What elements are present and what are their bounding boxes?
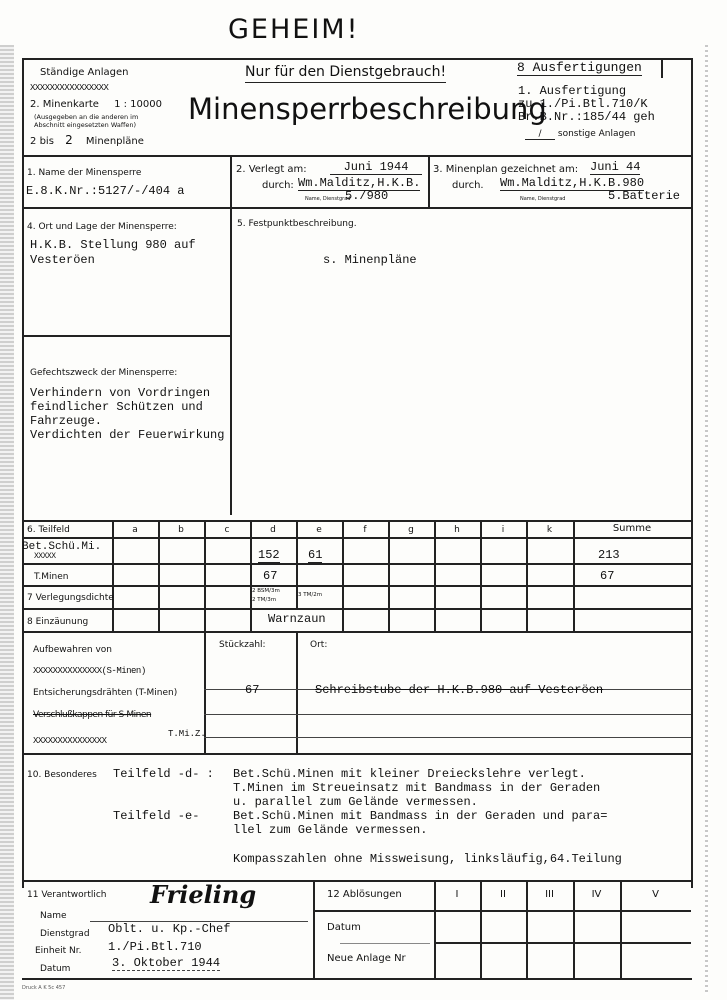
teilfeld-label: 6. Teilfeld	[27, 525, 70, 535]
cell-sum-bet: 213	[598, 548, 620, 562]
special-compass: Kompasszahlen ohne Missweisung, linksläufig,64.Teilung	[233, 852, 622, 866]
special-d-line: T.Minen im Streueinsatz mit Bandmass in der Geraden	[233, 781, 601, 795]
col-h: h	[454, 525, 460, 535]
crossed-lageplan: XXXXXXXXXXXXXXXX	[30, 83, 109, 93]
relief-row-date: Datum	[327, 922, 361, 933]
row-tminen-label: T.Minen	[34, 572, 69, 582]
row-dichte-label: 7 Verlegungsdichte	[27, 593, 114, 603]
other-attachments: sonstige Anlagen	[557, 129, 636, 139]
field1-value: E.8.K.Nr.:5127/-/404 a	[26, 184, 185, 198]
copy-line3: Br.B.Nr.:185/44 geh	[518, 110, 655, 124]
plans-from: 2	[30, 136, 37, 147]
field4-line2: Vesteröen	[30, 253, 95, 267]
copy-line2: zu 1./Pi.Btl.710/K	[518, 97, 648, 111]
name-label: Name	[40, 911, 67, 921]
field2-date: Juni 1944	[330, 160, 422, 175]
copy-line1: 1. Ausfertigung	[518, 84, 627, 98]
map-scale: 1 : 10000	[114, 99, 162, 110]
row-einzaeunung-label: 8 Einzäunung	[27, 617, 89, 627]
storage-row2: Entsicherungsdrähten (T-Minen)	[33, 688, 178, 698]
storage-place: Schreibstube der H.K.B.980 auf Vesteröen	[315, 683, 604, 697]
field2-by2: 5./980	[345, 189, 389, 203]
cell-d-bet: 152	[258, 548, 280, 562]
rank-value: Oblt. u. Kp.-Chef	[108, 922, 231, 936]
storage-row1-crossed: XXXXXXXXXXXXXX(S-Minen)	[33, 666, 146, 676]
map-label: Minenkarte	[42, 99, 99, 110]
field3-sub: Name, Dienstgrad	[520, 196, 566, 202]
field3-date: Juni 44	[590, 160, 641, 174]
storage-row4-typed: T.Mi.Z.	[168, 729, 206, 739]
cell-d-dichte2: 2 TM/3m	[252, 597, 277, 603]
field2-by-label: durch:	[262, 180, 294, 191]
map-note: (Ausgegeben an die anderen im Abschnitt eingesetzten Waffen)	[34, 113, 139, 129]
standing-title: Ständige Anlagen	[40, 67, 129, 78]
field3-by-label: durch.	[452, 180, 484, 191]
responsible-label: 11 Verantwortlich	[27, 890, 107, 900]
cell-e-dichte: 3 TM/2m	[298, 592, 323, 598]
cell-de-warnzaun: Warnzaun	[268, 612, 326, 626]
copies-count: 8 Ausfertigungen	[517, 60, 642, 75]
field3-by2: 5.Batterie	[608, 189, 681, 203]
relief-col-II: II	[500, 889, 506, 900]
scan-edge-left	[0, 45, 14, 1000]
cell-d-dichte1: 2 BSM/3m	[252, 588, 280, 594]
col-k: k	[546, 525, 553, 535]
rank-label: Dienstgrad	[40, 929, 90, 939]
secret-stamp: GEHEIM!	[228, 14, 360, 45]
field3-label: 3. Minenplan gezeichnet am:	[433, 164, 579, 175]
col-g: g	[408, 525, 414, 535]
field2-sub: Name, Dienstgrad	[305, 196, 351, 202]
unit-label: Einheit Nr.	[35, 946, 82, 956]
special-d-line: Bet.Schü.Minen mit kleiner Dreieckslehre verlegt.	[233, 767, 586, 781]
special-d-line: u. parallel zum Gelände vermessen.	[233, 795, 478, 809]
storage-label: Aufbewahren von	[33, 645, 113, 655]
purpose-label: Gefechtszweck der Minensperre:	[30, 368, 178, 378]
field1-label: 1. Name der Minensperre	[27, 168, 142, 178]
special-e-head: Teilfeld -e-	[113, 809, 200, 823]
relief-col-III: III	[545, 889, 554, 900]
cell-d-tminen: 67	[263, 569, 278, 583]
cell-sum-tminen: 67	[600, 569, 615, 583]
col-b: b	[178, 525, 184, 535]
storage-row4-crossed: XXXXXXXXXXXXXXX	[33, 736, 107, 746]
field2-by: Wm.Malditz,H.K.B.	[298, 176, 421, 190]
storage-qty: 67	[245, 683, 260, 697]
col-a: a	[132, 525, 138, 535]
date-value: 3. Oktober 1944	[112, 956, 221, 970]
purpose-line: Fahrzeuge.	[30, 414, 103, 428]
plans-bis: bis	[39, 136, 54, 147]
field3-by: Wm.Malditz,H.K.B.980	[500, 176, 645, 190]
plans-label: Minenpläne	[85, 136, 144, 147]
field5-label: 5. Festpunktbeschreibung.	[237, 219, 357, 229]
cell-e-bet: 61	[308, 548, 323, 562]
relief-col-I: I	[455, 889, 459, 900]
relief-row-new: Neue Anlage Nr	[327, 953, 406, 964]
special-d-head: Teilfeld -d- :	[113, 767, 214, 781]
storage-qty-label: Stückzahl:	[219, 640, 266, 650]
purpose-line: Verhindern von Vordringen	[30, 386, 211, 400]
plans-count: 2	[65, 133, 73, 147]
relief-col-IV: IV	[591, 889, 602, 900]
field2-label: 2. Verlegt am:	[236, 164, 307, 175]
col-i: i	[501, 525, 505, 535]
col-e: e	[316, 525, 322, 535]
row-crossed: XXXXX	[34, 552, 56, 561]
signature: Frieling	[150, 880, 257, 909]
reliefs-label: 12 Ablösungen	[327, 889, 402, 900]
col-summe: Summe	[612, 523, 652, 534]
relief-col-V: V	[652, 889, 659, 900]
purpose-line: feindlicher Schützen und	[30, 400, 203, 414]
col-d: d	[270, 525, 276, 535]
map-num: 2.	[30, 99, 40, 110]
field5-value: s. Minenpläne	[323, 253, 417, 267]
unit-value: 1./Pi.Btl.710	[108, 940, 202, 954]
col-f: f	[363, 525, 367, 535]
field4-label: 4. Ort und Lage der Minensperre:	[27, 222, 177, 232]
row-bet-schue-label: Bet.Schü.Mi.	[22, 541, 102, 553]
special-e-line: llel zum Gelände vermessen.	[233, 823, 428, 837]
storage-row3-crossed: Verschlußkappen für S-Minen	[33, 710, 152, 720]
service-note: Nur für den Dienstgebrauch!	[245, 64, 446, 83]
special-label: 10. Besonderes	[27, 770, 97, 780]
special-e-line: Bet.Schü.Minen mit Bandmass in der Geraden und para=	[233, 809, 608, 823]
date-label: Datum	[40, 964, 71, 974]
other-count: /	[525, 129, 555, 140]
col-c: c	[224, 525, 230, 535]
field4-line1: H.K.B. Stellung 980 auf	[30, 238, 196, 252]
purpose-line: Verdichten der Feuerwirkung	[30, 428, 225, 442]
scan-edge-right	[705, 45, 708, 995]
document-title: Minensperrbeschreibung	[188, 92, 547, 126]
print-code: Druck A K 5c 457	[22, 985, 66, 991]
storage-place-label: Ort:	[310, 640, 328, 650]
